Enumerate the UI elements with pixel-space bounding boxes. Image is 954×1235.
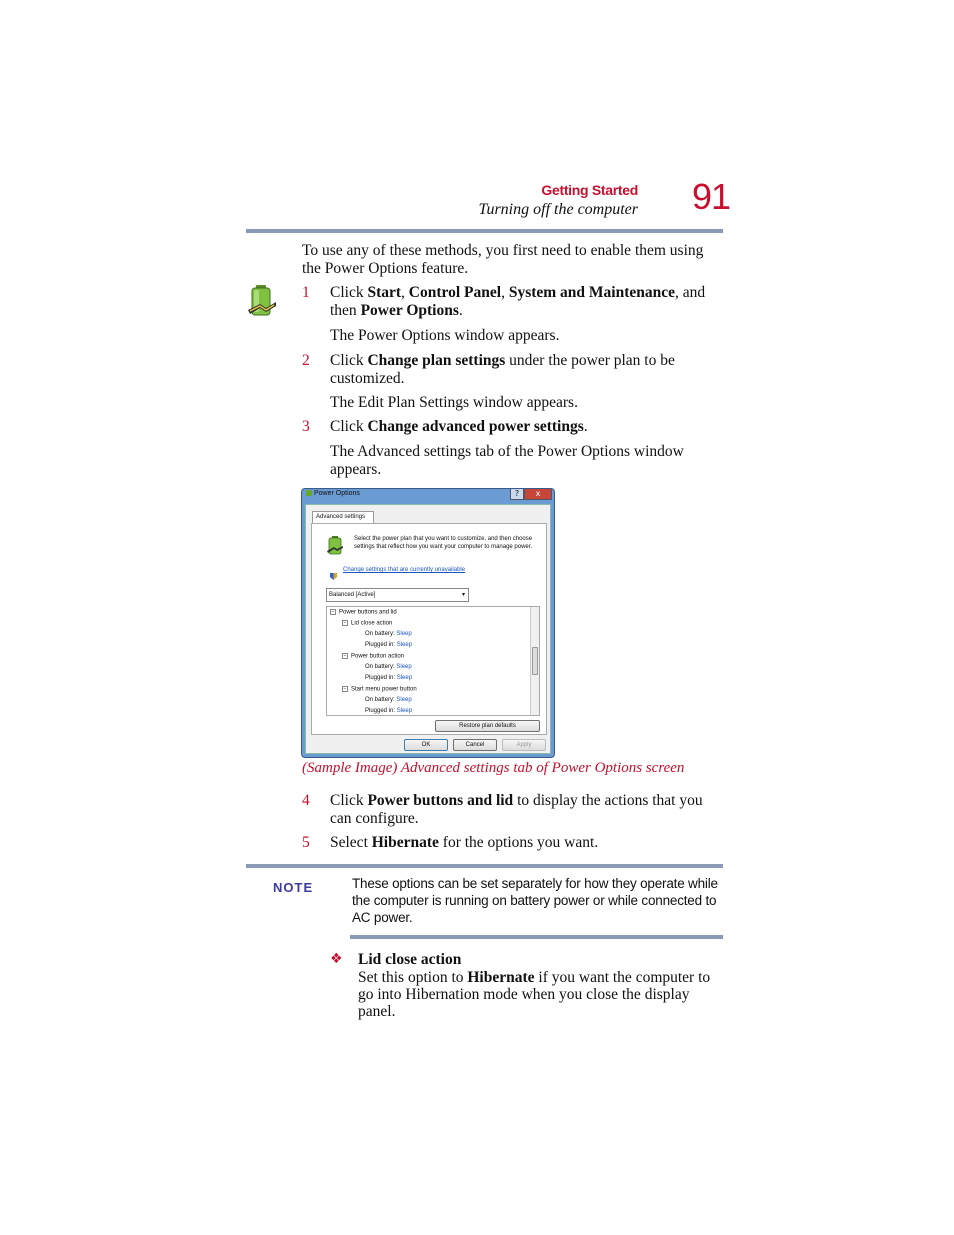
step-1-text: Click Start, Control Panel, System and Maintenance, and then Power Options. — [330, 284, 706, 319]
step-4-text: Click Power buttons and lid to display the actions that you can configure. — [330, 792, 703, 827]
tree-item-setting[interactable]: On battery: Sleep — [365, 664, 412, 670]
step-number-5: 5 — [302, 834, 310, 851]
figure-caption: (Sample Image) Advanced settings tab of Power Options screen — [302, 760, 685, 776]
settings-panel — [311, 523, 547, 735]
step-number-3: 3 — [302, 418, 310, 435]
step-number-1: 1 — [302, 284, 310, 301]
shield-icon — [330, 567, 337, 574]
step-3-text: Click Change advanced power settings. — [330, 418, 588, 435]
tree-item-lid-close-action[interactable]: − Lid close action — [343, 620, 393, 627]
chevron-down-icon: ▾ — [461, 592, 465, 598]
window-body — [305, 504, 551, 754]
collapse-icon[interactable]: − — [331, 609, 335, 615]
header-rule — [246, 229, 723, 233]
page-number: 91 — [692, 176, 731, 217]
note-bottom-rule — [350, 935, 723, 939]
power-plan-select[interactable]: Balanced [Active] ▾ — [326, 588, 469, 602]
collapse-icon[interactable]: − — [343, 620, 347, 626]
step-2-text: Click Change plan settings under the power plan to be customized. — [330, 352, 675, 387]
intro-paragraph: To use any of these methods, you first need to enable them using the Power Options feature. — [302, 242, 704, 277]
battery-plan-icon — [326, 536, 344, 556]
scrollbar-thumb[interactable] — [532, 647, 538, 675]
bullet-title: Lid close action — [358, 951, 462, 968]
step-1-result: The Power Options window appears. — [330, 327, 560, 344]
window-app-icon — [306, 490, 312, 496]
settings-tree — [326, 606, 540, 716]
tree-scrollbar[interactable] — [530, 607, 539, 715]
collapse-icon[interactable]: − — [343, 653, 347, 659]
tab-advanced-settings[interactable]: Advanced settings — [312, 511, 374, 523]
apply-button[interactable]: Apply — [502, 739, 546, 751]
running-header-subsection: Turning off the computer — [478, 201, 638, 218]
step-number-2: 2 — [302, 352, 310, 369]
step-3-result: The Advanced settings tab of the Power Options window appears. — [330, 443, 684, 478]
tree-item-setting[interactable]: On battery: Sleep — [365, 631, 412, 637]
restore-plan-defaults-button[interactable]: Restore plan defaults — [435, 720, 540, 732]
window-title: Power Options — [306, 490, 360, 497]
note-label: NOTE — [273, 880, 314, 895]
note-top-rule — [246, 864, 723, 868]
tree-item-setting[interactable]: On battery: Sleep — [365, 697, 412, 703]
plan-description: Select the power plan that you want to customize, and then choose settings that reflect how you want your computer to manage power. — [354, 536, 533, 550]
bullet-text: Set this option to Hibernate if you want the computer to go into Hibernation mode when you close the display panel. — [358, 969, 711, 1020]
tree-item-start-menu-power-button[interactable]: − Start menu power button — [343, 686, 417, 693]
tree-item-power-buttons-and-lid[interactable]: − Power buttons and lid — [331, 609, 397, 616]
tree-item-power-button-action[interactable]: − Power button action — [343, 653, 405, 660]
tree-item-setting[interactable]: Plugged in: Sleep — [365, 642, 413, 648]
collapse-icon[interactable]: − — [343, 686, 347, 692]
ok-button[interactable]: OK — [404, 739, 448, 751]
running-header-section: Getting Started — [541, 182, 638, 198]
bullet-diamond-icon: ❖ — [330, 951, 343, 967]
change-unavailable-settings-link[interactable]: Change settings that are currently unavailable — [343, 567, 466, 573]
tree-item-setting[interactable]: Plugged in: Sleep — [365, 708, 413, 714]
battery-icon — [246, 284, 278, 318]
step-5-text: Select Hibernate for the options you want. — [330, 834, 599, 851]
tree-item-setting[interactable]: Plugged in: Sleep — [365, 675, 413, 681]
step-number-4: 4 — [302, 792, 310, 809]
close-button[interactable]: x — [524, 489, 552, 500]
cancel-button[interactable]: Cancel — [453, 739, 497, 751]
note-text: These options can be set separately for how they operate while the computer is running on battery power or while connected to AC power. — [352, 876, 718, 925]
step-2-result: The Edit Plan Settings window appears. — [330, 394, 578, 411]
help-button[interactable]: ? — [510, 489, 524, 500]
power-options-screenshot — [301, 488, 555, 758]
